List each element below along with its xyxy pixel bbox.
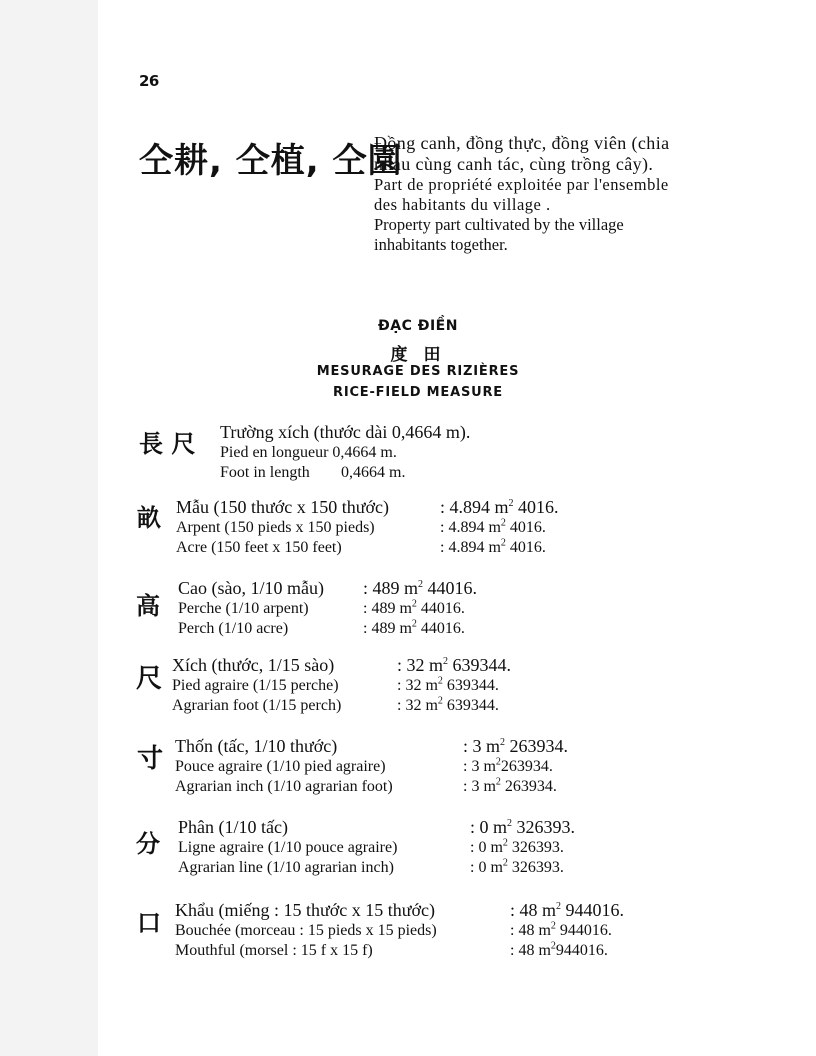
entry-value: : 32 $m^2$ 639344. [397, 695, 499, 714]
section-title-french: MESURAGE DES RIZIÈRES [316, 364, 520, 379]
page-number: 26 [139, 72, 159, 90]
entry-label: Arpent (150 pieds x 150 pieds) [176, 519, 375, 536]
entry-label: Agrarian line (1/10 agrarian inch) [178, 859, 394, 876]
entry-label: Acre (150 feet x 150 feet) [176, 539, 342, 556]
entry-value: : 3 $m^2$ 263934. [463, 776, 557, 795]
entry-line [175, 920, 612, 941]
entry-line [178, 618, 465, 639]
entry-cjk-glyph: 畝 [137, 504, 161, 532]
entry-label: Pied agraire (1/15 perche) [172, 677, 339, 694]
entry-line [178, 837, 564, 858]
entry-value: : 48 $m^2$ 944016. [510, 920, 612, 939]
entry-value: : 489 $m^2$ 44016. [363, 598, 465, 617]
entry-label: Pied en longueur 0,4664 m. [220, 444, 397, 461]
measure-entry [178, 817, 576, 878]
entry-value: : 32 $m^2$ 639344. [397, 675, 499, 694]
measure-entry [175, 736, 569, 797]
entry-value: : 4.894 $m^2$ 4016. [440, 537, 546, 556]
entry-line [175, 756, 553, 777]
entry-value: : 3 $m^2263934$. [463, 756, 553, 775]
entry-value: 0,4664 m. [341, 464, 406, 481]
entry-cjk-glyph: 口 [137, 909, 161, 937]
entry-value: : 489 $m^2$ 44016. [363, 578, 478, 598]
measure-entry [172, 655, 512, 716]
entry-value: : 0 $m^2$ 326393. [470, 857, 564, 876]
intro-vietnamese: Đồng canh, đồng thực, đồng viên (chia nhau cùng canh tác, cùng trồng cây). [374, 133, 670, 174]
entry-line [175, 900, 625, 921]
entry-label: Pouce agraire (1/10 pied agraire) [175, 758, 386, 775]
entry-cjk-glyph: 尺 [136, 664, 163, 694]
entry-value: : 4.894 $m^2$ 4016. [440, 517, 546, 536]
entry-label: Trường xích (thước dài 0,4664 m). [220, 422, 471, 442]
section-title-cjk: 度 田 [390, 345, 446, 365]
entry-label: Ligne agraire (1/10 pouce agraire) [178, 839, 398, 856]
intro-definition [374, 133, 684, 255]
entry-label: Perche (1/10 arpent) [178, 600, 309, 617]
entry-cjk-glyph: 寸 [137, 744, 164, 774]
measure-entry [220, 422, 470, 483]
entry-line [176, 537, 546, 558]
entry-value: : 3 $m^2$ 263934. [463, 736, 569, 756]
entry-label: Khẩu (miếng : 15 thước x 15 thước) [175, 900, 435, 920]
entry-label: Bouchée (morceau : 15 pieds x 15 pieds) [175, 922, 437, 939]
measure-entry [175, 900, 625, 961]
entry-label: Agrarian inch (1/10 agrarian foot) [175, 778, 393, 795]
entry-label: Mẫu (150 thước x 150 thước) [176, 497, 390, 517]
entry-label: Phân (1/10 tấc) [178, 817, 288, 837]
entry-value: : 48 $m^2944016$. [510, 940, 608, 959]
entry-label: Perch (1/10 acre) [178, 620, 289, 637]
entry-label: Agrarian foot (1/15 perch) [172, 697, 342, 714]
entry-line [172, 655, 512, 676]
section-title-english: RICE-FIELD MEASURE [333, 385, 503, 400]
entry-value: : 0 $m^2$ 326393. [470, 817, 576, 837]
entry-line [178, 817, 576, 838]
entry-cjk-glyph: 分 [136, 830, 160, 858]
entry-value: : 48 $m^2$ 944016. [510, 900, 625, 920]
intro-french: Part de propriété exploitée par l'ensemble des habitants du village . [374, 175, 669, 214]
intro-english: Property part cultivated by the village inhabitants together. [374, 215, 624, 254]
entry-line [178, 598, 465, 619]
entry-label: Foot in length [220, 464, 310, 481]
entry-line [176, 497, 559, 518]
entry-line [176, 517, 546, 538]
entry-line [172, 675, 499, 696]
entry-cjk-glyph: 高 [136, 592, 160, 620]
entry-line [220, 463, 470, 483]
entry-line [175, 776, 557, 797]
page-margin-shade [0, 0, 98, 1056]
entry-line [178, 857, 564, 878]
entry-line [178, 578, 478, 599]
entry-value: : 32 $m^2$ 639344. [397, 655, 512, 675]
entry-label: Xích (thước, 1/15 sào) [172, 655, 335, 675]
intro-cjk-heading: 仝耕, 仝植, 仝園 [139, 141, 403, 181]
entry-value: : 4.894 $m^2$ 4016. [440, 497, 559, 517]
entry-line [220, 443, 470, 463]
entry-label: Mouthful (morsel : 15 f x 15 f) [175, 942, 373, 959]
measure-entry [176, 497, 559, 558]
entry-line [175, 940, 608, 961]
entry-label: Thốn (tấc, 1/10 thước) [175, 736, 338, 756]
entry-label: Cao (sào, 1/10 mẫu) [178, 578, 324, 598]
section-title-vietnamese: ĐẠC ĐIỀN [378, 318, 458, 334]
entry-value: : 0 $m^2$ 326393. [470, 837, 564, 856]
measure-entry [178, 578, 478, 639]
entry-cjk-glyph: 長 尺 [139, 430, 196, 458]
entry-line [220, 422, 470, 443]
entry-value: : 489 $m^2$ 44016. [363, 618, 465, 637]
entry-line [175, 736, 569, 757]
entry-line [172, 695, 499, 716]
